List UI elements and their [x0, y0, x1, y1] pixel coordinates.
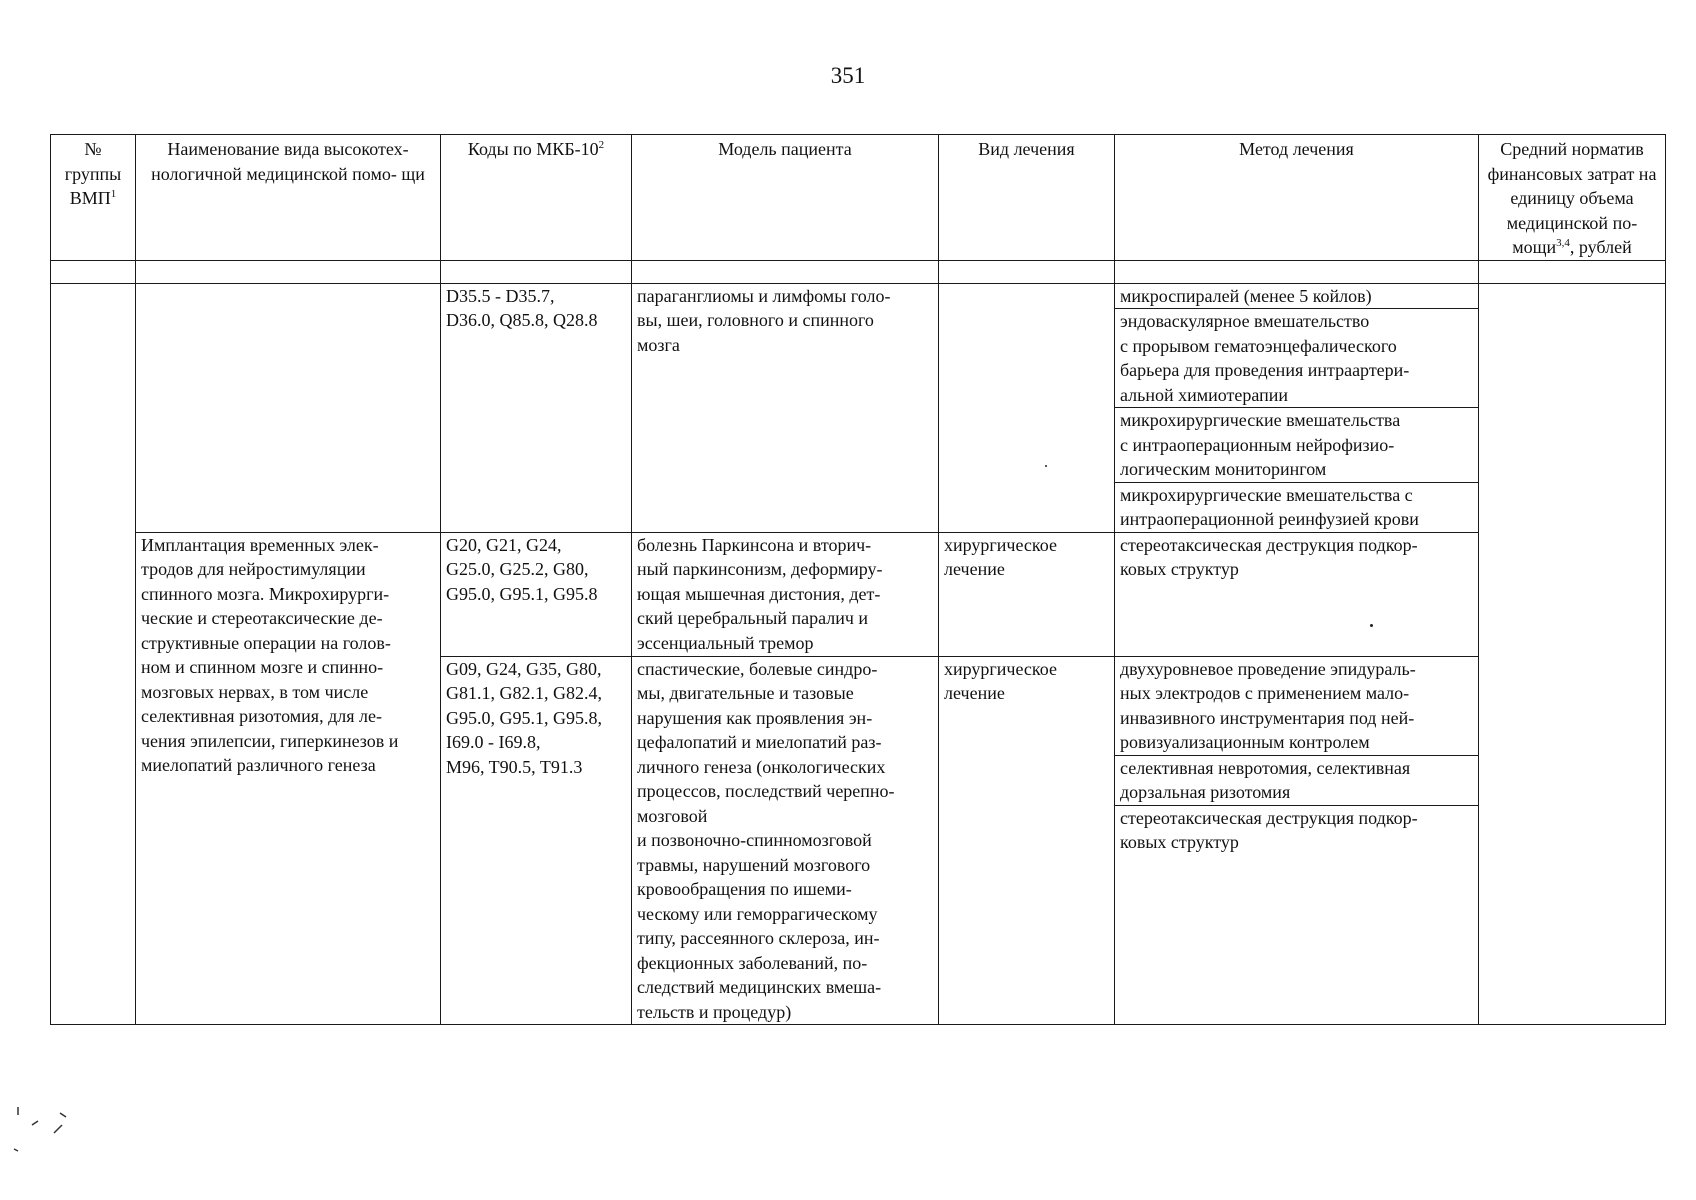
table-row	[51, 283, 1666, 532]
model-cell: болезнь Паркинсона и вторич- ный паркинсонизм, деформиру- ющая мышечная дистония, дет- ский церебральный паралич и эссенциальный тремор	[632, 532, 939, 656]
codes-cell: G20, G21, G24, G25.0, G25.2, G80, G95.0, G95.1, G95.8	[441, 532, 632, 656]
method-item: стереотаксическая деструкция подкор- ковых структур	[1120, 534, 1418, 579]
method-item: микроспиралей (менее 5 койлов)	[1115, 284, 1478, 310]
treatment-cell-empty	[939, 283, 1115, 532]
header-codes: Коды по МКБ-$10^2$	[441, 135, 632, 261]
name-cell-empty	[136, 283, 441, 532]
method-cell	[1115, 532, 1479, 656]
header-treatment-type: Вид лечения	[939, 135, 1115, 261]
vmp-table	[50, 134, 1666, 1025]
model-cell: спастические, болевые синдро- мы, двигательные и тазовые нарушения как проявления эн- цефалопатий и миелопатий раз- личного генеза (онкологических процессов, последствий черепно- мозговой и позвоночно-спинномозговой травмы, нарушений мозгового кровообращения по ишеми- ческому или геморрагическому типу, рассеянного склероза, ин- фекционных заболеваний, по- следствий медицинских вмеша- тельств и процедур)	[632, 656, 939, 1025]
method-item: двухуровневое проведение эпидураль- ных электродов с применением мало- инвазивного инструментария под ней- ровизуализационным контролем	[1115, 657, 1478, 756]
header-name: Наименование вида высокотех- нологичной медицинской помо- щи	[136, 135, 441, 261]
header-row	[51, 135, 1666, 261]
model-cell: параганглиомы и лимфомы голо- вы, шеи, головного и спинного мозга	[632, 283, 939, 532]
cost-cell	[1479, 283, 1666, 1025]
method-cell	[1115, 656, 1479, 1025]
method-item: эндоваскулярное вмешательство с прорывом гематоэнцефалического барьера для проведения интраартери- альной химиотерапии	[1115, 309, 1478, 408]
header-group: № группы ВМП$^1$	[51, 135, 136, 261]
name-cell: Имплантация временных элек- тродов для нейростимуляции спинного мозга. Микрохирурги- ческие и стереотаксические де- структивные операции на голов- ном и спинном мозге и спинно- мозговых нервах, в том числе селективная ризотомия, для ле- чения эпилепсии, гиперкинезов и миелопатий различного генеза	[136, 532, 441, 1025]
group-cell	[51, 283, 136, 1025]
treatment-cell: хирургическое лечение	[939, 656, 1115, 1025]
codes-cell: G09, G24, G35, G80, G81.1, G82.1, G82.4, G95.0, G95.1, G95.8, I69.0 - I69.8, M96, T90.5, T91.3	[441, 656, 632, 1025]
scan-speck	[1370, 624, 1373, 627]
scan-speck	[1045, 465, 1047, 467]
method-item: селективная невротомия, селективная дорзальная ризотомия	[1115, 756, 1478, 806]
treatment-cell: хирургическое лечение	[939, 532, 1115, 656]
scan-marks	[10, 1105, 80, 1155]
method-cell	[1115, 283, 1479, 532]
method-item: микрохирургические вмешательства с интраоперационной реинфузией крови	[1120, 484, 1419, 529]
codes-cell: D35.5 - D35.7, D36.0, Q85.8, Q28.8	[441, 283, 632, 532]
table-row	[51, 532, 1666, 656]
page-number: 351	[830, 63, 866, 88]
header-model: Модель пациента	[632, 135, 939, 261]
header-cost: Средний норматив финансовых затрат на единицу объема медицинской по- мощи$^{3,4}$, рублей	[1479, 135, 1666, 261]
method-item: микрохирургические вмешательства с интраоперационным нейрофизио- логическим мониторингом	[1115, 408, 1478, 483]
method-item: стереотаксическая деструкция подкор- ковых структур	[1120, 807, 1418, 852]
column-number-row	[51, 260, 1666, 283]
header-method: Метод лечения	[1115, 135, 1479, 261]
